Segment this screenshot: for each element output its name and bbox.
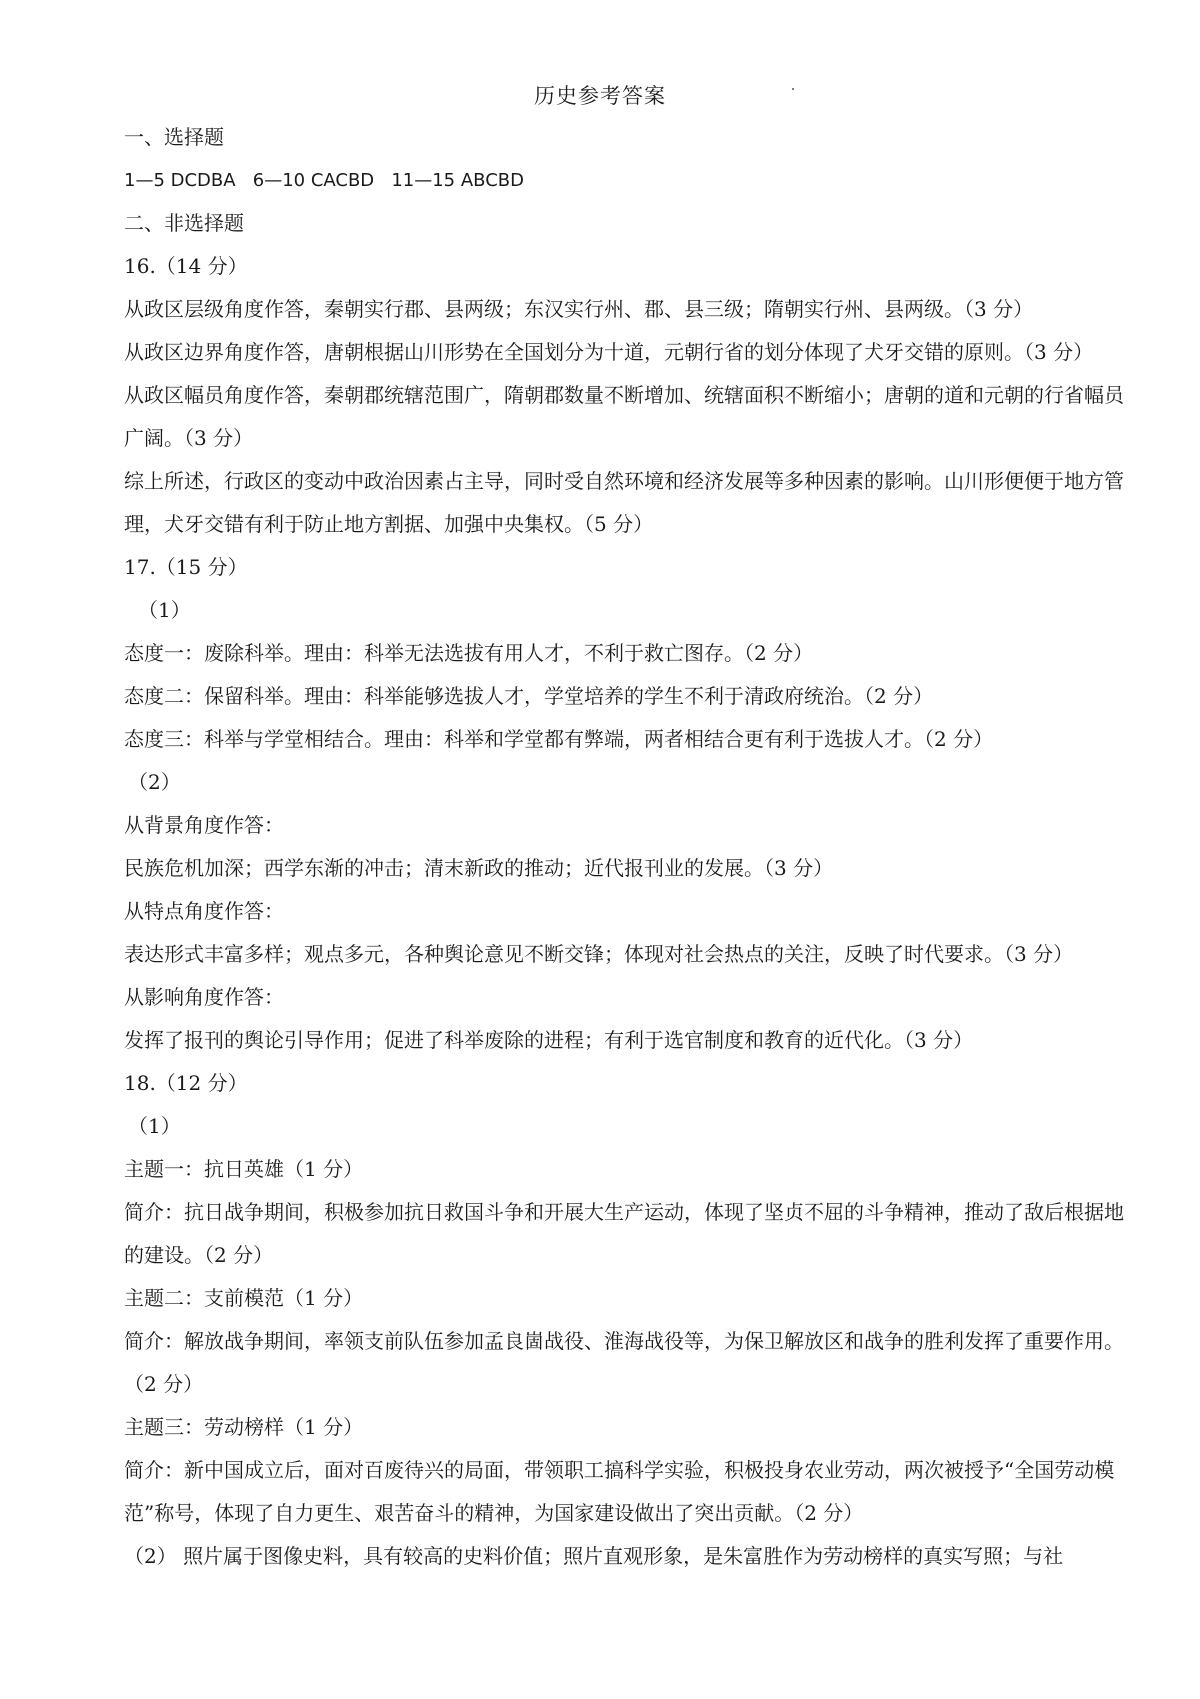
q18-part-1-label: （1） <box>128 1114 181 1138</box>
q18-part-2-label: （2） <box>124 1544 177 1568</box>
q16-paragraph-2: 从政区边界角度作答，唐朝根据山川形势在全国划分为十道，元朝行省的划分体现了犬牙交错的原则。（3 分） <box>124 340 1094 364</box>
q17-attitude-3: 态度三：科举与学堂相结合。理由：科举和学堂都有弊端，两者相结合更有利于选拔人才。（2 分） <box>124 727 994 751</box>
q17-impact-answer: 发挥了报刊的舆论引导作用；促进了科举废除的进程；有利于选官制度和教育的近代化。（3 分） <box>124 1028 974 1052</box>
document-title: 历史参考答案 <box>534 84 666 108</box>
q16-header: 16.（14 分） <box>124 254 248 278</box>
q18-part-2 <box>124 1535 1128 1578</box>
q16-paragraph-4: 综上所述，行政区的变动中政治因素占主导，同时受自然环境和经济发展等多种因素的影响。山川形便便于地方管理，犬牙交错有利于防止地方割据、加强中央集权。（5 分） <box>124 469 1124 536</box>
q17-impact-heading: 从影响角度作答： <box>124 985 284 1009</box>
q18-part-2-text: 照片属于图像史料，具有较高的史料价值；照片直观形象，是朱富胜作为劳动榜样的真实写照；与社 <box>183 1544 1064 1568</box>
section-heading-choice: 一、选择题 <box>124 125 224 149</box>
q17-header: 17.（15 分） <box>124 555 248 579</box>
section-heading-nonchoice: 二、非选择题 <box>124 211 244 235</box>
q17-background-heading: 从背景角度作答： <box>124 813 284 837</box>
q17-background-answer: 民族危机加深；西学东渐的冲击；清末新政的推动；近代报刊业的发展。（3 分） <box>124 856 834 880</box>
choice-answers: 1—5 DCDBA 6—10 CACBD 11—15 ABCBD <box>124 170 524 191</box>
q17-part-1-label: （1） <box>138 598 191 622</box>
q16-paragraph-1: 从政区层级角度作答，秦朝实行郡、县两级；东汉实行州、郡、县三级；隋朝实行州、县两级。（3 分） <box>124 297 1034 321</box>
scan-speck <box>792 88 794 90</box>
q16-paragraph-3: 从政区幅员角度作答，秦朝郡统辖范围广，隋朝郡数量不断增加、统辖面积不断缩小；唐朝的道和元朝的行省幅员广阔。（3 分） <box>124 383 1124 450</box>
q18-theme-3: 主题三：劳动榜样（1 分） <box>124 1415 364 1439</box>
q18-theme-3-intro: 简介：新中国成立后，面对百废待兴的局面，带领职工搞科学实验，积极投身农业劳动，两次被授予“全国劳动模范”称号，体现了自力更生、艰苦奋斗的精神，为国家建设做出了突出贡献。（2 分） <box>124 1458 1115 1525</box>
q18-theme-1: 主题一：抗日英雄（1 分） <box>124 1157 364 1181</box>
q18-theme-2: 主题二：支前模范（1 分） <box>124 1286 364 1310</box>
q17-attitude-1: 态度一：废除科举。理由：科举无法选拔有用人才，不利于救亡图存。（2 分） <box>124 641 814 665</box>
q18-theme-1-intro: 简介：抗日战争期间，积极参加抗日救国斗争和开展大生产运动，体现了坚贞不屈的斗争精神，推动了敌后根据地的建设。（2 分） <box>124 1200 1124 1267</box>
answer-content <box>124 116 1128 1578</box>
q17-attitude-2: 态度二：保留科举。理由：科举能够选拔人才，学堂培养的学生不利于清政府统治。（2 分） <box>124 684 934 708</box>
q17-features-answer: 表达形式丰富多样；观点多元，各种舆论意见不断交锋；体现对社会热点的关注，反映了时代要求。（3 分） <box>124 942 1074 966</box>
q18-theme-2-intro: 简介：解放战争期间，率领支前队伍参加孟良崮战役、淮海战役等，为保卫解放区和战争的胜利发挥了重要作用。（2 分） <box>124 1329 1124 1396</box>
q17-part-2-label: （2） <box>128 770 181 794</box>
q17-features-heading: 从特点角度作答： <box>124 899 284 923</box>
q18-header: 18.（12 分） <box>124 1071 248 1095</box>
